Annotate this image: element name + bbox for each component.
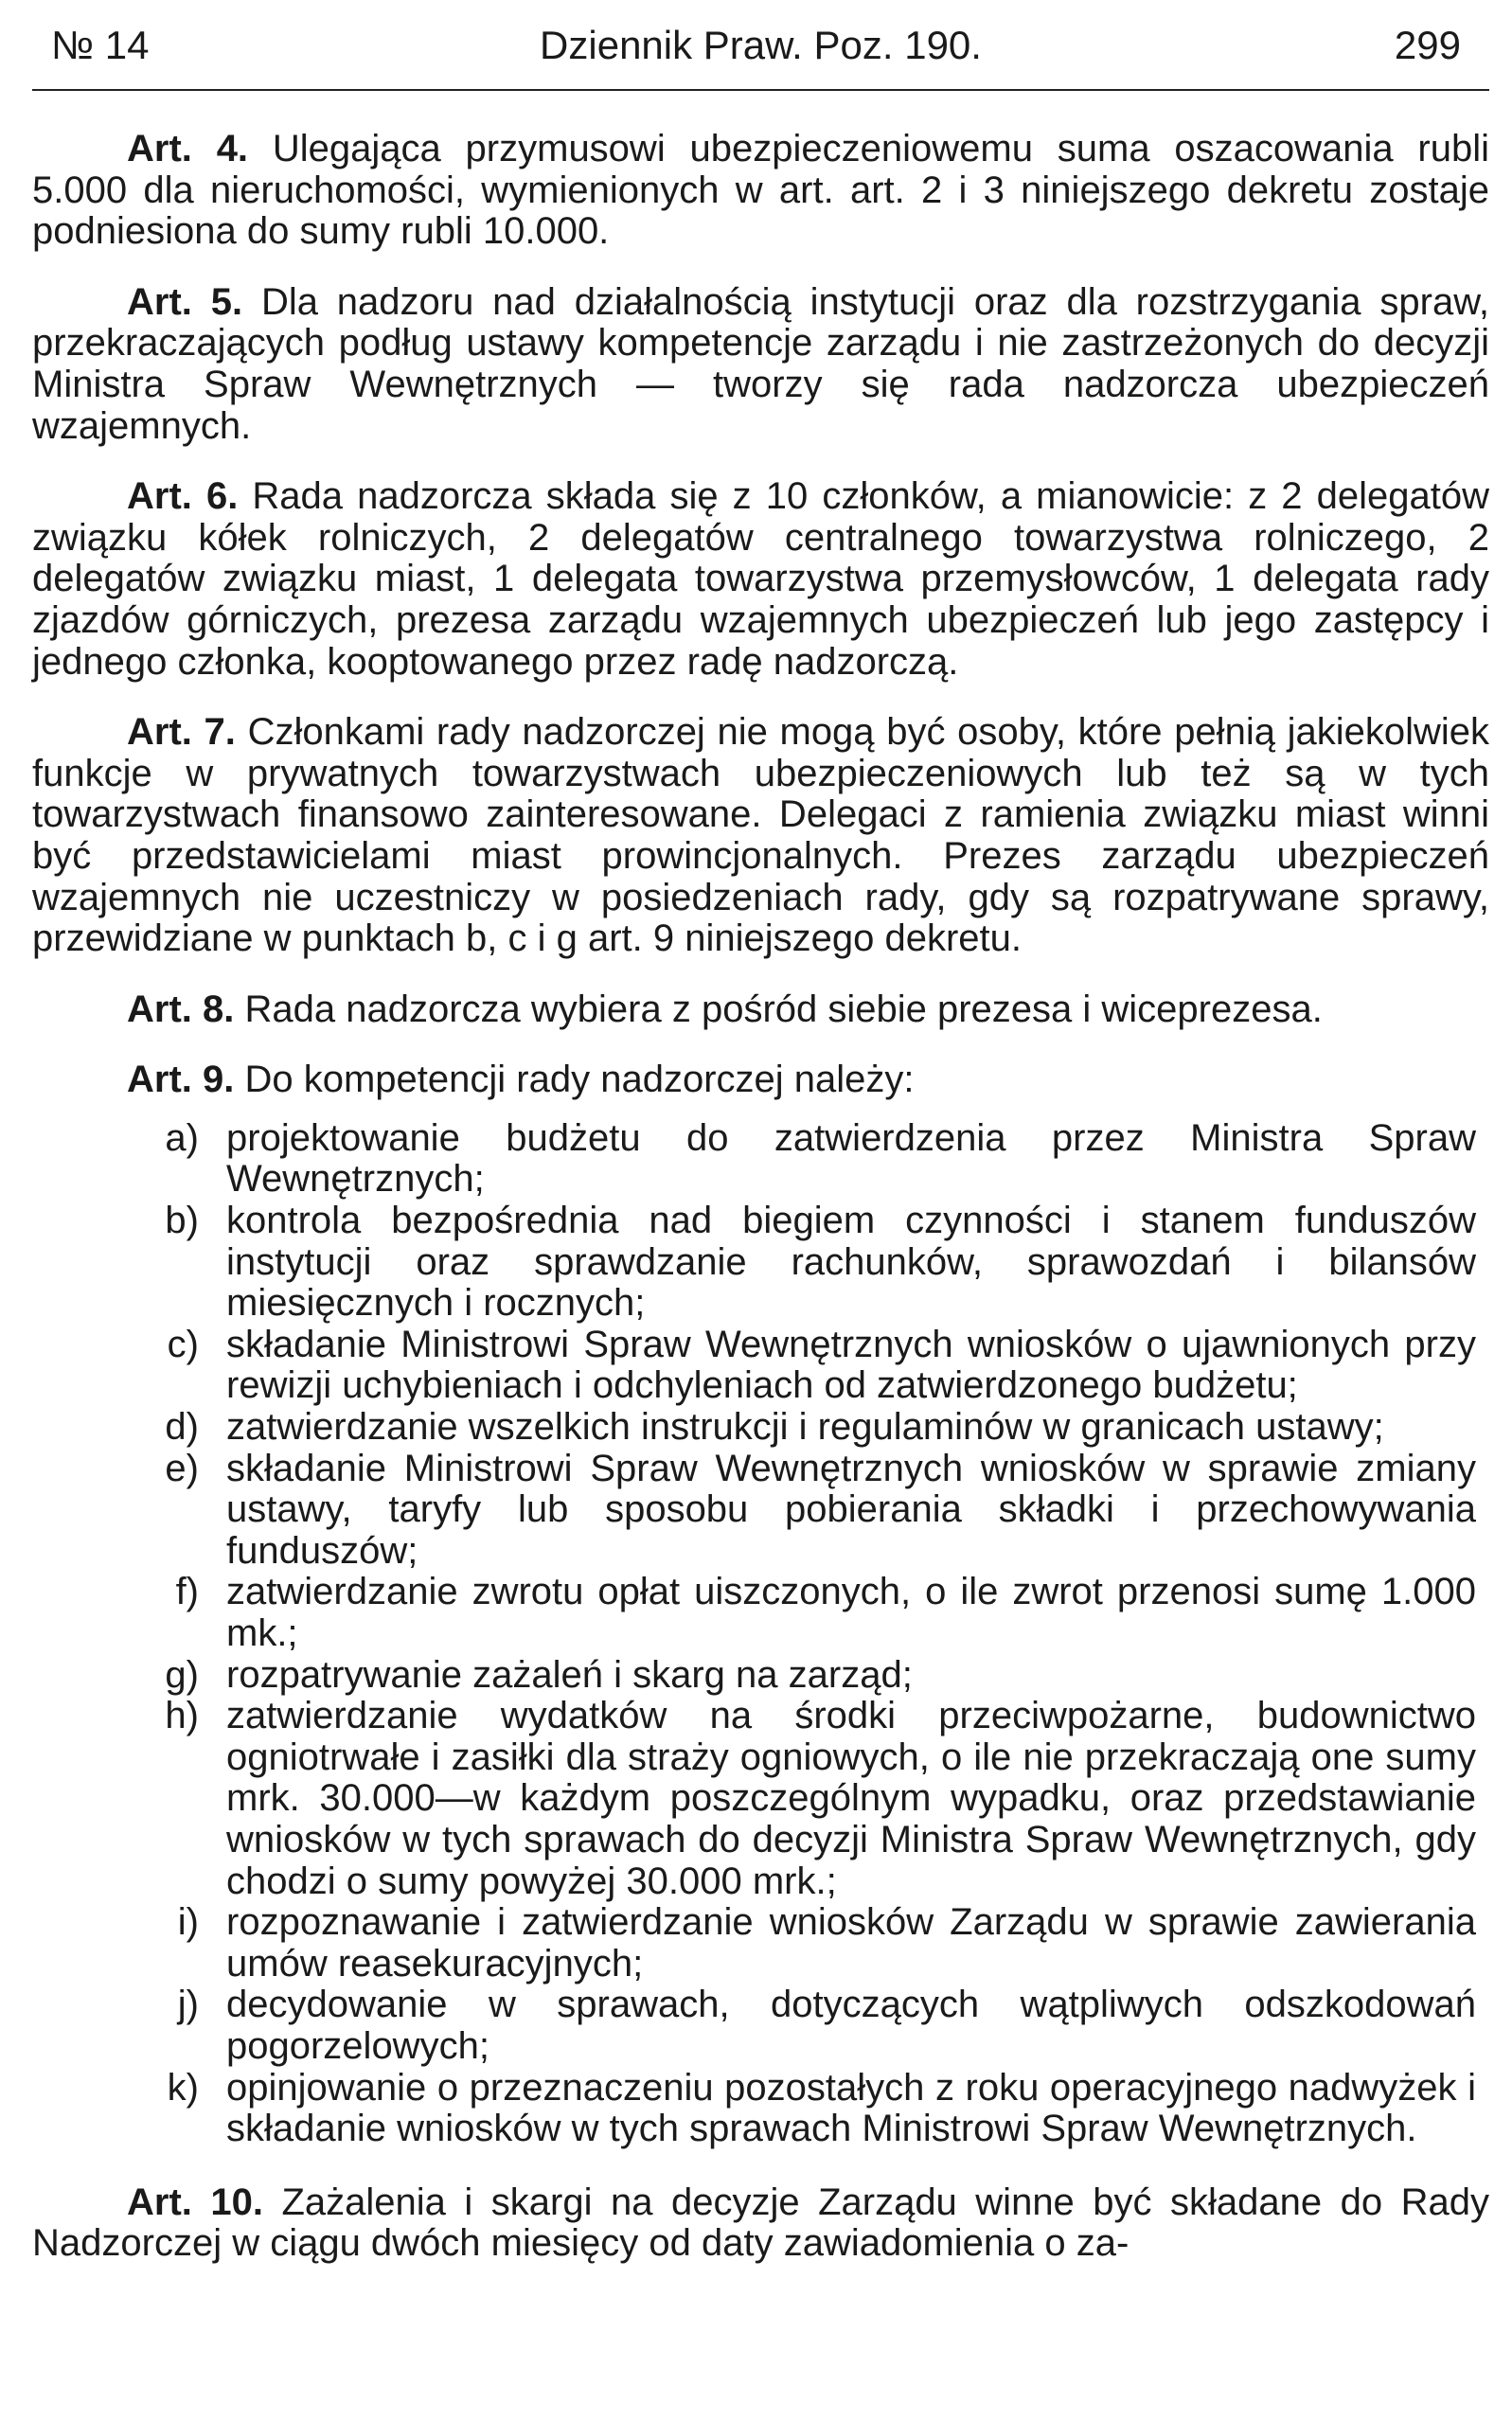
list-item-label: f) bbox=[175, 1571, 199, 1613]
list-item-d bbox=[32, 1407, 1489, 1449]
header-rule bbox=[32, 89, 1489, 91]
list-item-j bbox=[32, 1985, 1489, 2067]
list-item-text: opinjowanie o przeznaczeniu pozostałych z roku operacyjnego nadwyżek i składanie wniosków w tych sprawach Ministrowi Spraw Wewnętrznych. bbox=[226, 2066, 1476, 2150]
article-9 bbox=[32, 1059, 1489, 1101]
list-item-h bbox=[32, 1696, 1489, 1902]
list-item-c bbox=[32, 1325, 1489, 1407]
article-6-label: Art. 6. bbox=[127, 475, 239, 518]
page-header bbox=[32, 17, 1489, 76]
list-item-text: zatwierdzanie zwrotu opłat uiszczonych, o ile zwrot przenosi sumę 1.000 mk.; bbox=[226, 1571, 1476, 1654]
list-item-label: g) bbox=[165, 1653, 199, 1696]
article-5-text: Dla nadzoru nad działalnością instytucji oraz dla rozstrzygania spraw, przekraczających podług ustawy kompetencje zarządu i nie zastrzeżonych do decyzji Ministra Spraw Wewnętrznych — tworzy się rada nadzorcza ubezpieczeń wzajemnych. bbox=[32, 280, 1489, 447]
article-10-text: Zażalenia i skargi na decyzje Zarządu winne być składane do Rady Nadzorczej w ciągu dwóch miesięcy od daty zawiadomienia o za- bbox=[32, 2181, 1489, 2265]
article-6 bbox=[32, 476, 1489, 683]
article-10-label: Art. 10. bbox=[127, 2181, 263, 2223]
list-item-label: h) bbox=[165, 1695, 199, 1737]
article-7-label: Art. 7. bbox=[127, 711, 236, 754]
list-item-text: składanie Ministrowi Spraw Wewnętrznych wniosków o ujawnionych przy rewizji uchybieniach i odchyleniach od zatwierdzonego budżetu; bbox=[226, 1323, 1476, 1407]
list-item-text: składanie Ministrowi Spraw Wewnętrznych wniosków w sprawie zmiany ustawy, taryfy lub sposobu pobierania składki i przechowywania funduszów; bbox=[226, 1447, 1476, 1572]
article-8 bbox=[32, 989, 1489, 1031]
article-4 bbox=[32, 129, 1489, 253]
issue-number: № 14 bbox=[51, 23, 150, 67]
article-8-text: Rada nadzorcza wybiera z pośród siebie prezesa i wiceprezesa. bbox=[244, 988, 1323, 1030]
page-number: 299 bbox=[1394, 23, 1461, 67]
list-item-text: rozpoznawanie i zatwierdzanie wniosków Zarządu w sprawie zawierania umów reasekuracyjnych; bbox=[226, 1901, 1476, 1985]
article-4-text: Ulegająca przymusowi ubezpieczeniowemu suma oszacowania rubli 5.000 dla nieruchomości, wymienionych w art. art. 2 i 3 niniejszego dekretu zostaje podniesiona do sumy rubli 10.000. bbox=[32, 128, 1489, 253]
list-item-f bbox=[32, 1572, 1489, 1654]
list-item-b bbox=[32, 1201, 1489, 1325]
list-item-text: decydowanie w sprawach, dotyczących wątpliwych odszkodowań pogorzelowych; bbox=[226, 1984, 1476, 2067]
list-item-text: zatwierdzanie wszelkich instrukcji i regulaminów w granicach ustawy; bbox=[226, 1406, 1384, 1449]
article-7 bbox=[32, 712, 1489, 960]
list-item-label: k) bbox=[167, 2066, 199, 2109]
list-item-i bbox=[32, 1902, 1489, 1985]
list-item-g bbox=[32, 1655, 1489, 1697]
article-6-text: Rada nadzorcza składa się z 10 członków, a mianowicie: z 2 delegatów związku kółek rolniczych, 2 delegatów centralnego towarzystwa rolniczego, 2 delegatów związku miast, 1 delegata towarzystwa przemysłowców, 1 delegata rady zjazdów górniczych, prezesa zarządu wzajemnych ubezpieczeń lub jego zastępcy i jednego członka, kooptowanego przez radę nadzorczą. bbox=[32, 475, 1489, 683]
list-item-text: zatwierdzanie wydatków na środki przeciwpożarne, budownictwo ogniotrwałe i zasiłki dla straży ogniowych, o ile nie przekraczają one sumy mrk. 30.000—w każdym poszczególnym wypadku, oraz przedstawianie wniosków w tych sprawach do decyzji Ministra Spraw Wewnętrznych, gdy chodzi o sumy powyżej 30.000 mrk.; bbox=[226, 1695, 1476, 1902]
article-8-label: Art. 8. bbox=[127, 988, 235, 1030]
article-5 bbox=[32, 282, 1489, 447]
article-9-label: Art. 9. bbox=[127, 1059, 235, 1101]
article-10 bbox=[32, 2182, 1489, 2265]
article-9-items bbox=[32, 1118, 1489, 2150]
list-item-k bbox=[32, 2068, 1489, 2150]
list-item-label: j) bbox=[177, 1984, 199, 2026]
list-item-label: d) bbox=[165, 1406, 199, 1449]
article-7-text: Członkami rady nadzorczej nie mogą być osoby, które pełnią jakiekolwiek funkcje w prywatnych towarzystwach ubezpieczeniowych lub też są w tych towarzystwach finansowo zainteresowane. Delegaci z ramienia związku miast winni być przedstawicielami miast prowincjonalnych. Prezes zarządu ubezpieczeń wzajemnych nie uczestniczy w posiedzeniach rady, gdy są rozpatrywane sprawy, przewidziane w punktach b, c i g art. 9 niniejszego dekretu. bbox=[32, 711, 1490, 960]
list-item-text: rozpatrywanie zażaleń i skarg na zarząd; bbox=[226, 1653, 913, 1696]
list-item-label: c) bbox=[167, 1323, 199, 1365]
list-item-a bbox=[32, 1118, 1489, 1201]
list-item-e bbox=[32, 1449, 1489, 1573]
article-9-text: Do kompetencji rady nadzorczej należy: bbox=[244, 1059, 915, 1101]
list-item-label: a) bbox=[165, 1116, 199, 1159]
article-4-label: Art. 4. bbox=[127, 128, 249, 169]
list-item-label: e) bbox=[165, 1447, 199, 1489]
list-item-label: b) bbox=[165, 1200, 199, 1242]
list-item-text: kontrola bezpośrednia nad biegiem czynności i stanem funduszów instytucji oraz sprawdzanie rachunków, sprawozdań i bilansów miesięcznych i rocznych; bbox=[226, 1200, 1476, 1325]
list-item-label: i) bbox=[177, 1901, 199, 1944]
journal-reference: Dziennik Praw. Poz. 190. bbox=[540, 23, 982, 67]
article-5-label: Art. 5. bbox=[127, 280, 243, 323]
list-item-text: projektowanie budżetu do zatwierdzenia przez Ministra Spraw Wewnętrznych; bbox=[226, 1116, 1476, 1201]
